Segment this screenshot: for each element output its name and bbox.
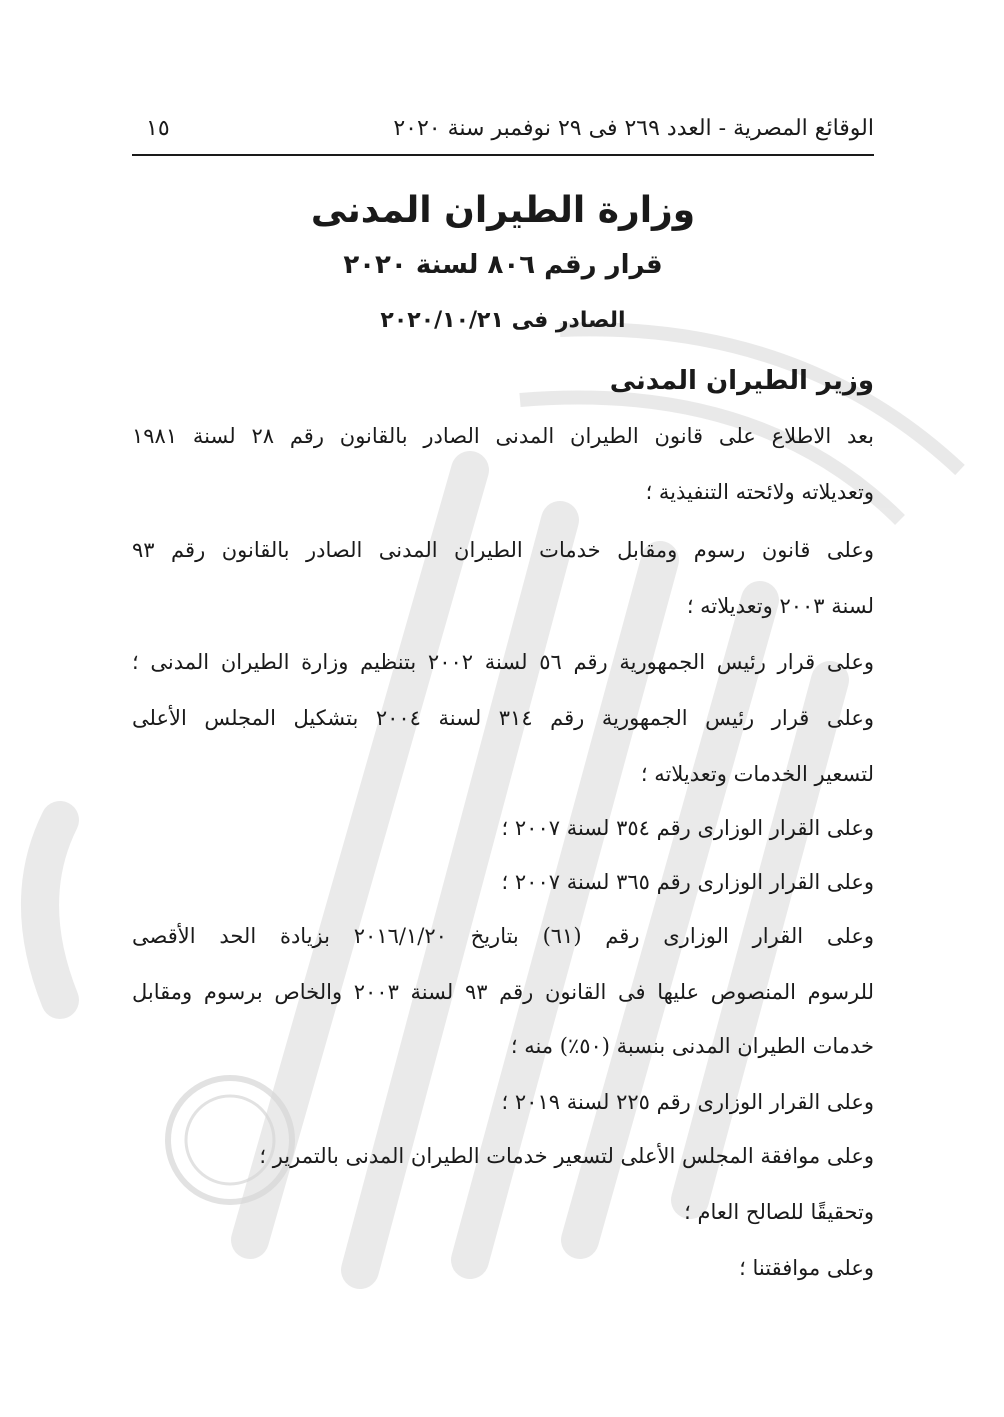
body-line: لتسعير الخدمات وتعديلاته ؛ [640,762,874,786]
body-line: وعلى قرار رئيس الجمهورية رقم ٥٦ لسنة ٢٠٠٢ بتنظيم وزارة الطيران المدنى ؛ [132,650,874,674]
body-line: وعلى قرار رئيس الجمهورية رقم ٣١٤ لسنة ٢٠٠٤ بتشكيل المجلس الأعلى [132,706,874,730]
body-line: وعلى قانون رسوم ومقابل خدمات الطيران المدنى الصادر بالقانون رقم ٩٣ [132,538,874,562]
body-line: بعد الاطلاع على قانون الطيران المدنى الصادر بالقانون رقم ٢٨ لسنة ١٩٨١ [132,424,874,448]
gazette-header-title: الوقائع المصرية - العدد ٢٦٩ فى ٢٩ نوفمبر سنة ٢٠٢٠ [393,116,874,141]
body-line: وعلى موافقة المجلس الأعلى لتسعير خدمات الطيران المدنى بالتمرير ؛ [259,1144,874,1168]
body-line: لسنة ٢٠٠٣ وتعديلاته ؛ [686,594,874,618]
body-line: وتحقيقًا للصالح العام ؛ [684,1200,874,1224]
page-header [132,110,874,154]
body-line: وعلى القرار الوزارى رقم ٣٦٥ لسنة ٢٠٠٧ ؛ [501,870,874,894]
ministry-title: وزارة الطيران المدنى [310,190,696,231]
header-divider [132,154,874,156]
body-line: وعلى القرار الوزارى رقم ٣٥٤ لسنة ٢٠٠٧ ؛ [501,816,874,840]
body-line: للرسوم المنصوص عليها فى القانون رقم ٩٣ لسنة ٢٠٠٣ والخاص برسوم ومقابل [132,980,874,1004]
decree-title: قرار رقم ٨٠٦ لسنة ٢٠٢٠ [343,250,663,280]
page-number: ١٥ [146,116,170,141]
body-line: وعلى القرار الوزارى رقم ٢٢٥ لسنة ٢٠١٩ ؛ [501,1090,874,1114]
body-line: وعلى القرار الوزارى رقم (٦١) بتاريخ ٢٠١٦/١/٢٠ بزيادة الحد الأقصى [132,924,874,948]
body-line: خدمات الطيران المدنى بنسبة (٥٠٪) منه ؛ [510,1034,874,1058]
body-line: وعلى موافقتنا ؛ [739,1256,874,1280]
issued-date: الصادر فى ٢٠٢٠/١٠/٢١ [380,308,626,333]
body-line: وتعديلاته ولائحته التنفيذية ؛ [645,480,874,504]
minister-heading: وزير الطيران المدنى [609,366,874,396]
